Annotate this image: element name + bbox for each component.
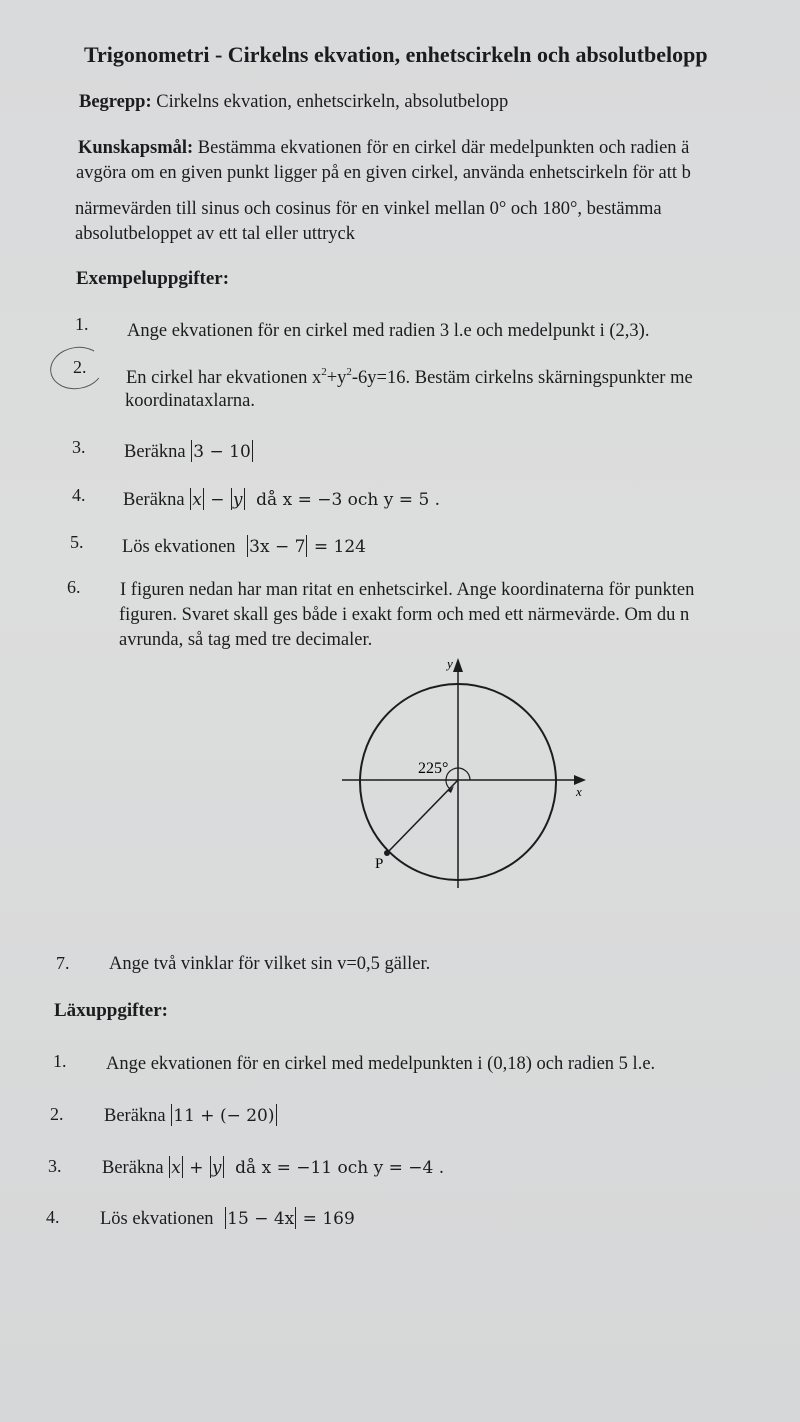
lax-3-text: Beräkna xyxy=(102,1158,164,1178)
exempel-1-number: 1. xyxy=(75,314,89,334)
exempel-4-number: 4. xyxy=(72,485,86,505)
exempel-3-line xyxy=(124,440,254,463)
exempel-4-expression xyxy=(189,490,245,510)
exempel-6-line-3: avrunda, så tag med tre decimaler. xyxy=(119,630,373,650)
kunskapsmal-line-1 xyxy=(78,138,689,159)
unit-circle-figure xyxy=(330,650,600,895)
exempel-3-expression xyxy=(190,442,254,462)
exempel-2-line-1 xyxy=(126,366,693,389)
lax-4-text: Lös ekvationen xyxy=(100,1209,214,1229)
exempel-4-var-a: x xyxy=(192,490,202,510)
point-p-marker xyxy=(384,850,390,856)
exempel-6-line-1: I figuren nedan har man ritat en enhetscirkel. Ange koordinaterna för punkten xyxy=(120,580,695,600)
exempel-5-expr-value: 3x − 7 xyxy=(249,537,306,557)
lax-3-var-b: y xyxy=(211,1158,222,1178)
lax-4-number: 4. xyxy=(46,1207,60,1227)
exempel-6-number: 6. xyxy=(67,577,81,597)
exempel-4-var-b: y xyxy=(232,490,243,510)
lax-3-expression xyxy=(168,1158,224,1178)
exempel-2-sup-2: 2 xyxy=(346,366,352,378)
exempel-5-rhs: = 124 xyxy=(313,537,366,557)
kunskapsmal-line-2: avgöra om en given punkt ligger på en given cirkel, använda enhetscirkeln för att b xyxy=(76,163,691,183)
begrepp-text: Cirkelns ekvation, enhetscirkeln, absolutbelopp xyxy=(156,92,509,112)
lax-2-text: Beräkna xyxy=(104,1106,166,1126)
begrepp-label: Begrepp: xyxy=(79,92,152,112)
exempel-4-text: Beräkna xyxy=(123,490,185,510)
exempel-2-text-pre: En cirkel har ekvationen x xyxy=(126,368,322,388)
kunskapsmal-label: Kunskapsmål: xyxy=(78,138,194,158)
exempel-6-line-2: figuren. Svaret skall ges både i exakt form och med ett närmevärde. Om du n xyxy=(119,605,690,625)
lax-3-line xyxy=(102,1156,444,1179)
kunskapsmal-text-1: Bestämma ekvationen för en cirkel där medelpunkten och radien ä xyxy=(197,138,690,158)
lax-4-expr-value: 15 − 4x xyxy=(227,1209,295,1229)
lax-4-line xyxy=(100,1207,355,1230)
lax-4-rhs: = 169 xyxy=(302,1209,355,1229)
lax-2-line xyxy=(104,1104,278,1127)
exempel-7-number: 7. xyxy=(56,953,70,973)
lax-2-expression xyxy=(170,1106,277,1126)
lax-2-expr-value: 11 + (− 20) xyxy=(173,1106,275,1126)
y-axis-label: y xyxy=(447,656,453,671)
x-axis-label: x xyxy=(576,784,582,799)
exempel-7-text: Ange två vinklar för vilket sin v=0,5 gäller. xyxy=(109,954,431,974)
exempel-5-expression xyxy=(246,537,366,557)
lax-heading: Läxuppgifter: xyxy=(54,1000,168,1021)
page-title: Trigonometri - Cirkelns ekvation, enhetscirkeln och absolutbelopp xyxy=(84,42,708,67)
exempel-3-text: Beräkna xyxy=(124,442,186,462)
exempel-2-text-mid: +y xyxy=(326,368,347,388)
lax-3-number: 3. xyxy=(48,1156,62,1176)
lax-3-operator: + xyxy=(189,1158,204,1178)
exempel-2-line-2: koordinataxlarna. xyxy=(125,391,255,411)
lax-4-expression xyxy=(224,1209,355,1229)
radius-to-p xyxy=(387,780,458,853)
exempel-2-text-post: -6y=16. Bestäm cirkelns skärningspunkter me xyxy=(351,368,693,388)
lax-1-number: 1. xyxy=(53,1051,67,1071)
exempel-heading: Exempeluppgifter: xyxy=(76,268,230,289)
kunskapsmal-line-3: närmevärden till sinus och cosinus för en vinkel mellan 0° och 180°, bestämma xyxy=(75,199,662,219)
exempel-3-number: 3. xyxy=(72,437,86,457)
exempel-5-number: 5. xyxy=(70,532,84,552)
y-axis-arrow-icon xyxy=(453,658,463,672)
lax-3-var-a: x xyxy=(171,1158,181,1178)
lax-3-condition: då x = −11 och y = −4 . xyxy=(235,1158,445,1178)
exempel-4-condition: då x = −3 och y = 5 . xyxy=(256,490,441,510)
exempel-2-sup-1: 2 xyxy=(321,366,327,378)
exempel-2-number: 2. xyxy=(73,357,87,377)
begrepp-line xyxy=(79,92,508,113)
lax-2-number: 2. xyxy=(50,1104,64,1124)
angle-label: 225° xyxy=(418,760,449,777)
exempel-5-text: Lös ekvationen xyxy=(122,537,236,557)
exempel-5-line xyxy=(122,535,366,558)
exempel-4-operator: − xyxy=(210,490,225,510)
kunskapsmal-line-4: absolutbeloppet av ett tal eller uttryck xyxy=(75,224,355,244)
point-p-label: P xyxy=(375,856,384,872)
exempel-4-line xyxy=(123,488,440,511)
exempel-3-expr-value: 3 − 10 xyxy=(193,442,251,462)
exempel-1-text: Ange ekvationen för en cirkel med radien 3 l.e och medelpunkt i (2,3). xyxy=(127,321,650,341)
lax-1-text: Ange ekvationen för en cirkel med medelpunkten i (0,18) och radien 5 l.e. xyxy=(106,1054,656,1074)
